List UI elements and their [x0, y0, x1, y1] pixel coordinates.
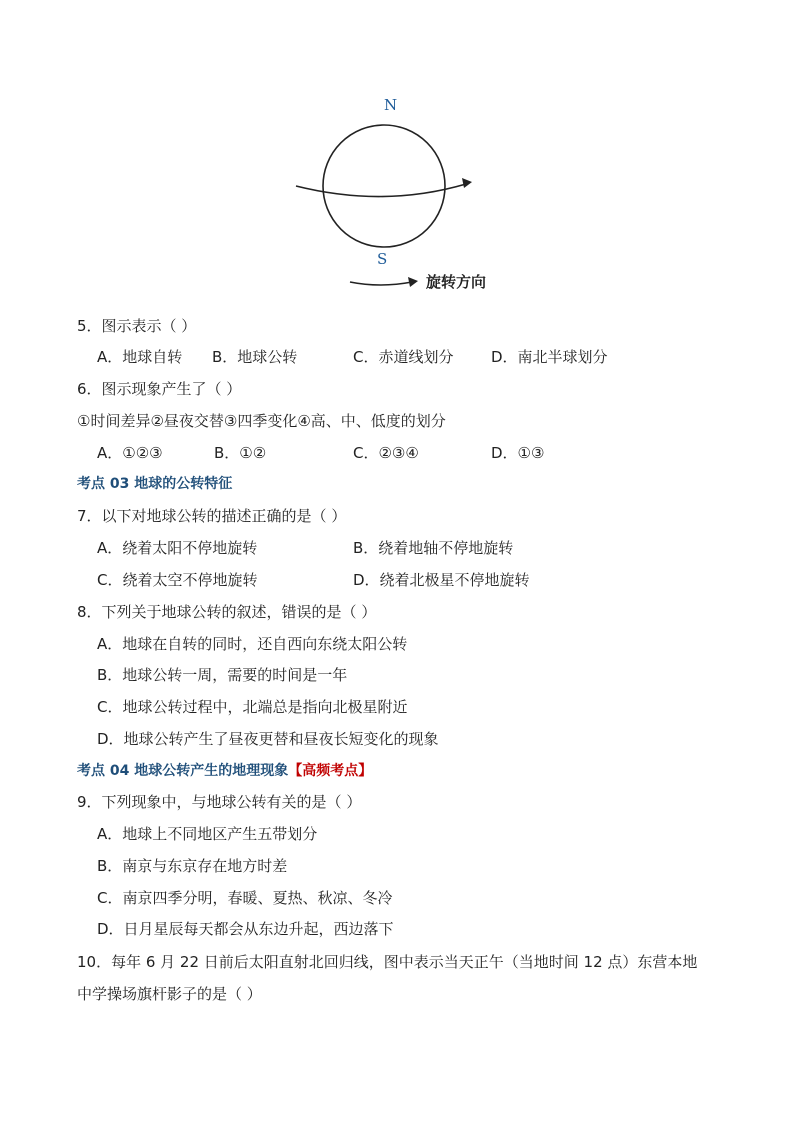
q7-option-c: C．绕着太空不停地旋转 [97, 571, 258, 589]
q5-option-a: A．地球自转 [97, 348, 183, 366]
q9-option-a: A．地球上不同地区产生五带划分 [97, 825, 318, 843]
q6-option-c: C．②③④ [353, 444, 419, 462]
q6-option-b: B．①② [214, 444, 267, 462]
question-8-stem: 8．下列关于地球公转的叙述，错误的是（ ） [77, 603, 377, 621]
q5-option-d: D．南北半球划分 [491, 348, 608, 366]
q7-option-d: D．绕着北极星不停地旋转 [353, 571, 530, 589]
q8-option-b: B．地球公转一周，需要的时间是一年 [97, 666, 348, 684]
section-4-heading [77, 760, 372, 782]
q9-option-c: C．南京四季分明，春暖、夏热、秋凉、冬冷 [97, 889, 393, 907]
question-6-stem: 6．图示现象产生了（ ） [77, 380, 242, 398]
q9-option-b: B．南京与东京存在地方时差 [97, 857, 288, 875]
q5-option-c: C．赤道线划分 [353, 348, 454, 366]
globe-circle [323, 125, 445, 247]
section-4-title: 考点 04 地球公转产生的地理现象 [77, 763, 289, 779]
q6-statements: ①时间差异②昼夜交替③四季变化④高、中、低度的划分 [77, 412, 446, 430]
q9-option-d: D．日月星辰每天都会从东边升起，西边落下 [97, 920, 394, 938]
section-4-tag: 【高频考点】 [288, 763, 373, 779]
q7-option-a: A．绕着太阳不停地旋转 [97, 539, 258, 557]
question-7-stem: 7．以下对地球公转的描述正确的是（ ） [77, 507, 347, 525]
earth-diagram-svg [280, 90, 520, 300]
question-10-stem-line1: 10．每年 6 月 22 日前后太阳直射北回归线，图中表示当天正午（当地时间 12 点）东营本地 [77, 953, 698, 971]
question-9-stem: 9．下列现象中，与地球公转有关的是（ ） [77, 793, 362, 811]
q6-option-a: A．①②③ [97, 444, 163, 462]
legend-label: 旋转方向 [426, 273, 487, 291]
rotation-arc [296, 184, 466, 197]
question-10-stem-line2: 中学操场旗杆影子的是（ ） [77, 985, 262, 1003]
q8-option-c: C．地球公转过程中，北端总是指向北极星附近 [97, 698, 408, 716]
q8-option-a: A．地球在自转的同时，还自西向东绕太阳公转 [97, 635, 408, 653]
q5-option-b: B．地球公转 [212, 348, 298, 366]
north-label: N [384, 96, 398, 114]
question-5-stem: 5．图示表示（ ） [77, 317, 197, 335]
section-3-title: 考点 03 地球的公转特征 [77, 476, 233, 492]
legend-arrowhead-icon [408, 277, 418, 287]
q7-option-b: B．绕着地轴不停地旋转 [353, 539, 514, 557]
q8-option-d: D．地球公转产生了昼夜更替和昼夜长短变化的现象 [97, 730, 439, 748]
legend-arrow-line [350, 282, 412, 285]
earth-rotation-diagram [280, 90, 520, 300]
south-label: S [377, 250, 388, 268]
rotation-arrowhead [462, 178, 472, 188]
q6-option-d: D．①③ [491, 444, 545, 462]
